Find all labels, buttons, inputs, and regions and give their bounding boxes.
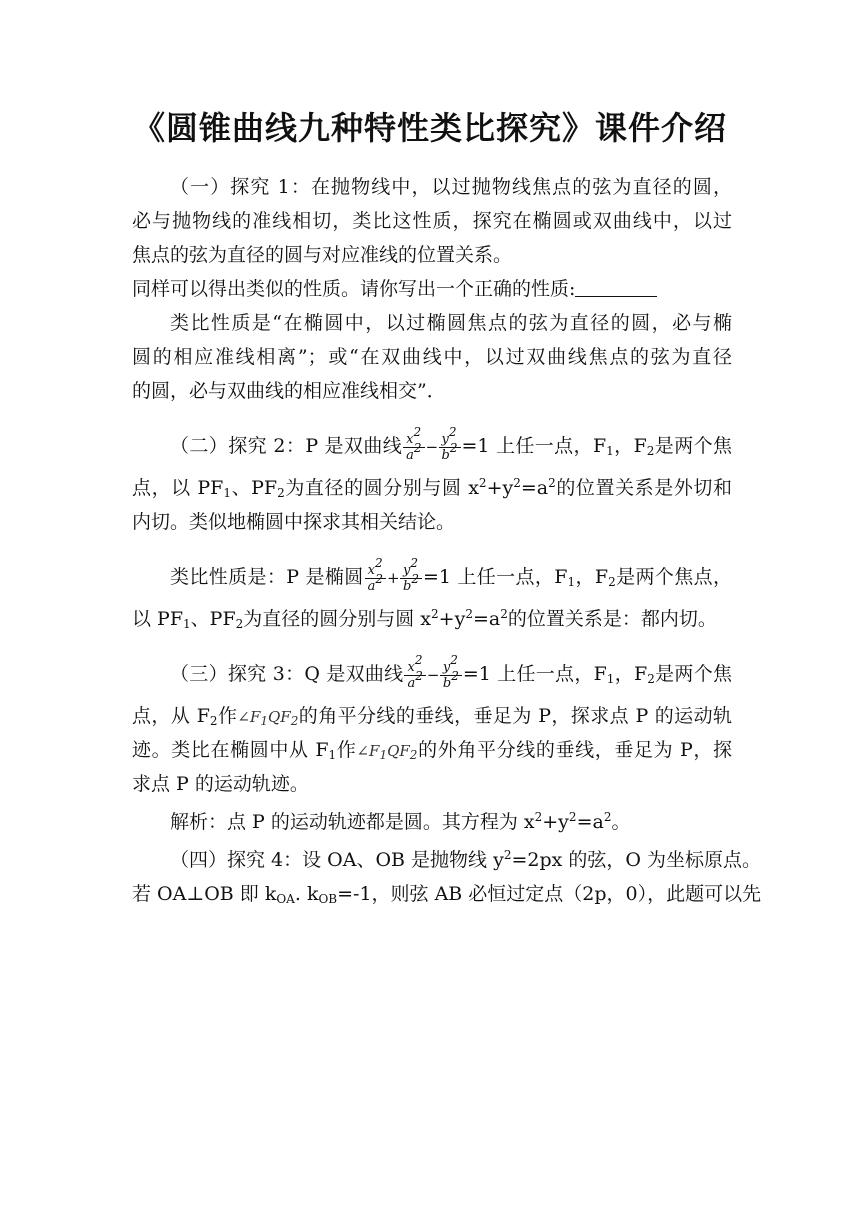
ellipse-fraction-x: $\frac{x2}{a2}$ bbox=[365, 563, 386, 594]
answer-blank bbox=[575, 278, 657, 297]
sec2-line-3: 内切。类似地椭圆中探求其相关结论。 bbox=[132, 511, 456, 533]
sec1-answer-line-2: 圆的相应准线相离”；或“在双曲线中，以过双曲线焦点的弦为直径 bbox=[132, 346, 732, 368]
sec1-line-1: （一）探究 1：在抛物线中，以过抛物线焦点的弦为直径的圆， bbox=[170, 176, 732, 198]
document-title: 《圆锥曲线九种特性类比探究》课件介绍 bbox=[132, 109, 727, 147]
sec1-line-4: 同样可以得出类似的性质。请你写出一个正确的性质: bbox=[132, 272, 732, 306]
angle-f1qf2-2: $\angle F_1QF_2$ bbox=[356, 742, 418, 762]
sec4-line-2: 若 OA⊥OB 即 $k_{OA}$. $k_{OB}=-1$，则弦 AB 必恒过定点（2p，0），此题可以先 bbox=[132, 883, 762, 906]
document-body bbox=[132, 170, 762, 911]
sec4-line-1: （四）探究 4：设 OA、OB 是抛物线 $y^2=2px$ 的弦，O 为坐标原点。 bbox=[170, 848, 762, 871]
hyperbola-fraction-x-2: $\frac{x2}{a2}$ bbox=[404, 660, 425, 691]
angle-f1qf2: $\angle F_1QF_2$ bbox=[237, 708, 299, 728]
sec2-answer-line-2: 以 $PF_1$、$PF_2$为直径的圆分别与圆 $x^2+y^2=a^2$的位置关系是：都内切。 bbox=[132, 607, 717, 631]
sec1-answer-line-1: 类比性质是“在椭圆中，以过椭圆焦点的弦为直径的圆，必与椭 bbox=[170, 312, 732, 334]
sec1-line-2: 必与抛物线的准线相切，类比这性质，探究在椭圆或双曲线中，以过 bbox=[132, 210, 732, 232]
sec3-line-4: 求点 P 的运动轨迹。 bbox=[132, 773, 309, 795]
sec1-answer-line-3: 的圆，必与双曲线的相应准线相交”． bbox=[132, 380, 446, 402]
hyperbola-fraction-y-2: $\frac{y2}{b2}$ bbox=[440, 660, 462, 691]
sec3-answer: 解析：点 P 的运动轨迹都是圆。其方程为 $x^2+y^2=a^2$。 bbox=[170, 810, 631, 833]
sec3-line-1: （三）探究 3：Q 是双曲线 $\frac{x2}{a2}$ − $\frac{y2}{b2}$ =1 上任一点，$F_1$，$F_2$是两个焦 bbox=[170, 652, 732, 691]
hyperbola-fraction-x: $\frac{x2}{a2}$ bbox=[403, 432, 424, 463]
sec2-line-1: （二）探究 2：P 是双曲线 $\frac{x2}{a2}$ − $\frac{y2}{b2}$ =1 上任一点，$F_1$，$F_2$是两个焦 bbox=[170, 424, 732, 463]
sec3-line-2: 点，从 $F_2$作$\angle F_1QF_2$的角平分线的垂线，垂足为 P，探求点 P 的运动轨 bbox=[132, 705, 732, 728]
sec3-line-3: 迹。类比在椭圆中从 $F_1$作$\angle F_1QF_2$的外角平分线的垂线，垂足为 P，探 bbox=[132, 739, 732, 762]
hyperbola-fraction-y: $\frac{y2}{b2}$ bbox=[439, 432, 461, 463]
sec2-answer-line-1: 类比性质是：P 是椭圆 $\frac{x2}{a2}$ + $\frac{y2}{b2}$ =1 上任一点，$F_1$，$F_2$是两个焦点， bbox=[170, 555, 733, 594]
ellipse-fraction-y: $\frac{y2}{b2}$ bbox=[400, 563, 422, 594]
sec2-line-2: 点，以 $PF_1$、$PF_2$为直径的圆分别与圆 $x^2+y^2=a^2$的位置关系是外切和 bbox=[132, 476, 732, 500]
sec1-line-3: 焦点的弦为直径的圆与对应准线的位置关系。 bbox=[132, 244, 513, 266]
